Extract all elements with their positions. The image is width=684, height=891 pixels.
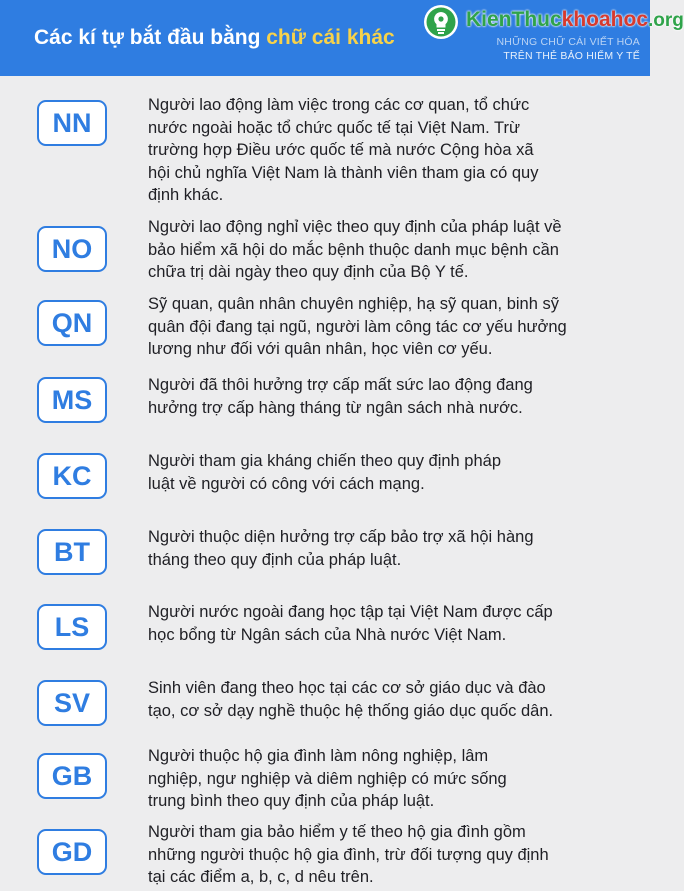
- code-description: Người thuộc hộ gia đình làm nông nghiệp, lâm nghiệp, ngư nghiệp và diêm nghiệp có mức sống trung bình theo quy định của pháp luật.: [148, 747, 507, 811]
- code-description: Người nước ngoài đang học tập tại Việt Nam được cấp học bổng từ Ngân sách của Nhà nước Việt Nam.: [148, 603, 553, 644]
- watermark-green: KienThuc: [466, 8, 562, 31]
- code-badge: NO: [37, 226, 107, 272]
- lightbulb-gear-icon: [423, 4, 459, 40]
- code-badge: MS: [37, 377, 107, 423]
- code-badge: KC: [37, 453, 107, 499]
- code-description: Người thuộc diện hưởng trợ cấp bảo trợ xã hội hàng tháng theo quy định của pháp luật.: [148, 528, 534, 569]
- code-badge: NN: [37, 100, 107, 146]
- code-description: Sinh viên đang theo học tại các cơ sở giáo dục và đào tạo, cơ sở dạy nghề thuộc hệ thống giáo dục quốc dân.: [148, 679, 554, 720]
- page-title-main: Các kí tự bắt đầu bằng: [34, 26, 267, 49]
- code-badge: LS: [37, 604, 107, 650]
- code-description: Người tham gia bảo hiểm y tế theo hộ gia đình gồm những người thuộc hộ gia đình, trừ đối tượng quy định tại các điểm a, b, c, d nêu trên.: [148, 823, 549, 887]
- code-description: Người lao động làm việc trong các cơ quan, tổ chức nước ngoài hoặc tổ chức quốc tế tại Việt Nam. Trừ trường hợp Điều ước quốc tế mà nước Cộng hòa xã hội chủ nghĩa Việt Nam là thành viên tham gia có quy định khác.: [148, 96, 539, 205]
- code-description: Sỹ quan, quân nhân chuyên nghiệp, hạ sỹ quan, binh sỹ quân đội đang tại ngũ, người làm công tác cơ yếu hưởng lương như đối với quân nhân, học viên cơ yếu.: [148, 295, 567, 359]
- header-banner: [0, 0, 684, 76]
- subtitle-line-2: TRÊN THẺ BẢO HIỂM Y TẾ: [503, 50, 640, 62]
- subtitle-line-1: NHỮNG CHỮ CÁI VIẾT HÓA: [496, 36, 640, 48]
- code-badge: BT: [37, 529, 107, 575]
- code-badge: SV: [37, 680, 107, 726]
- code-badge: GB: [37, 753, 107, 799]
- code-badge: QN: [37, 300, 107, 346]
- watermark: [466, 8, 684, 32]
- code-description: Người đã thôi hưởng trợ cấp mất sức lao động đang hưởng trợ cấp hàng tháng từ ngân sách nhà nước.: [148, 376, 533, 417]
- page-title-accent: chữ cái khác: [266, 26, 395, 49]
- code-description: Người lao động nghỉ việc theo quy định của pháp luật về bảo hiểm xã hội do mắc bệnh thuộc danh mục bệnh cần chữa trị dài ngày theo quy định của Bộ Y tế.: [148, 218, 562, 282]
- page-title: [34, 26, 395, 50]
- watermark-domain: .org: [648, 10, 684, 31]
- code-badge: GD: [37, 829, 107, 875]
- watermark-red: khoahoc: [561, 8, 649, 31]
- code-description: Người tham gia kháng chiến theo quy định pháp luật về người có công với cách mạng.: [148, 452, 502, 493]
